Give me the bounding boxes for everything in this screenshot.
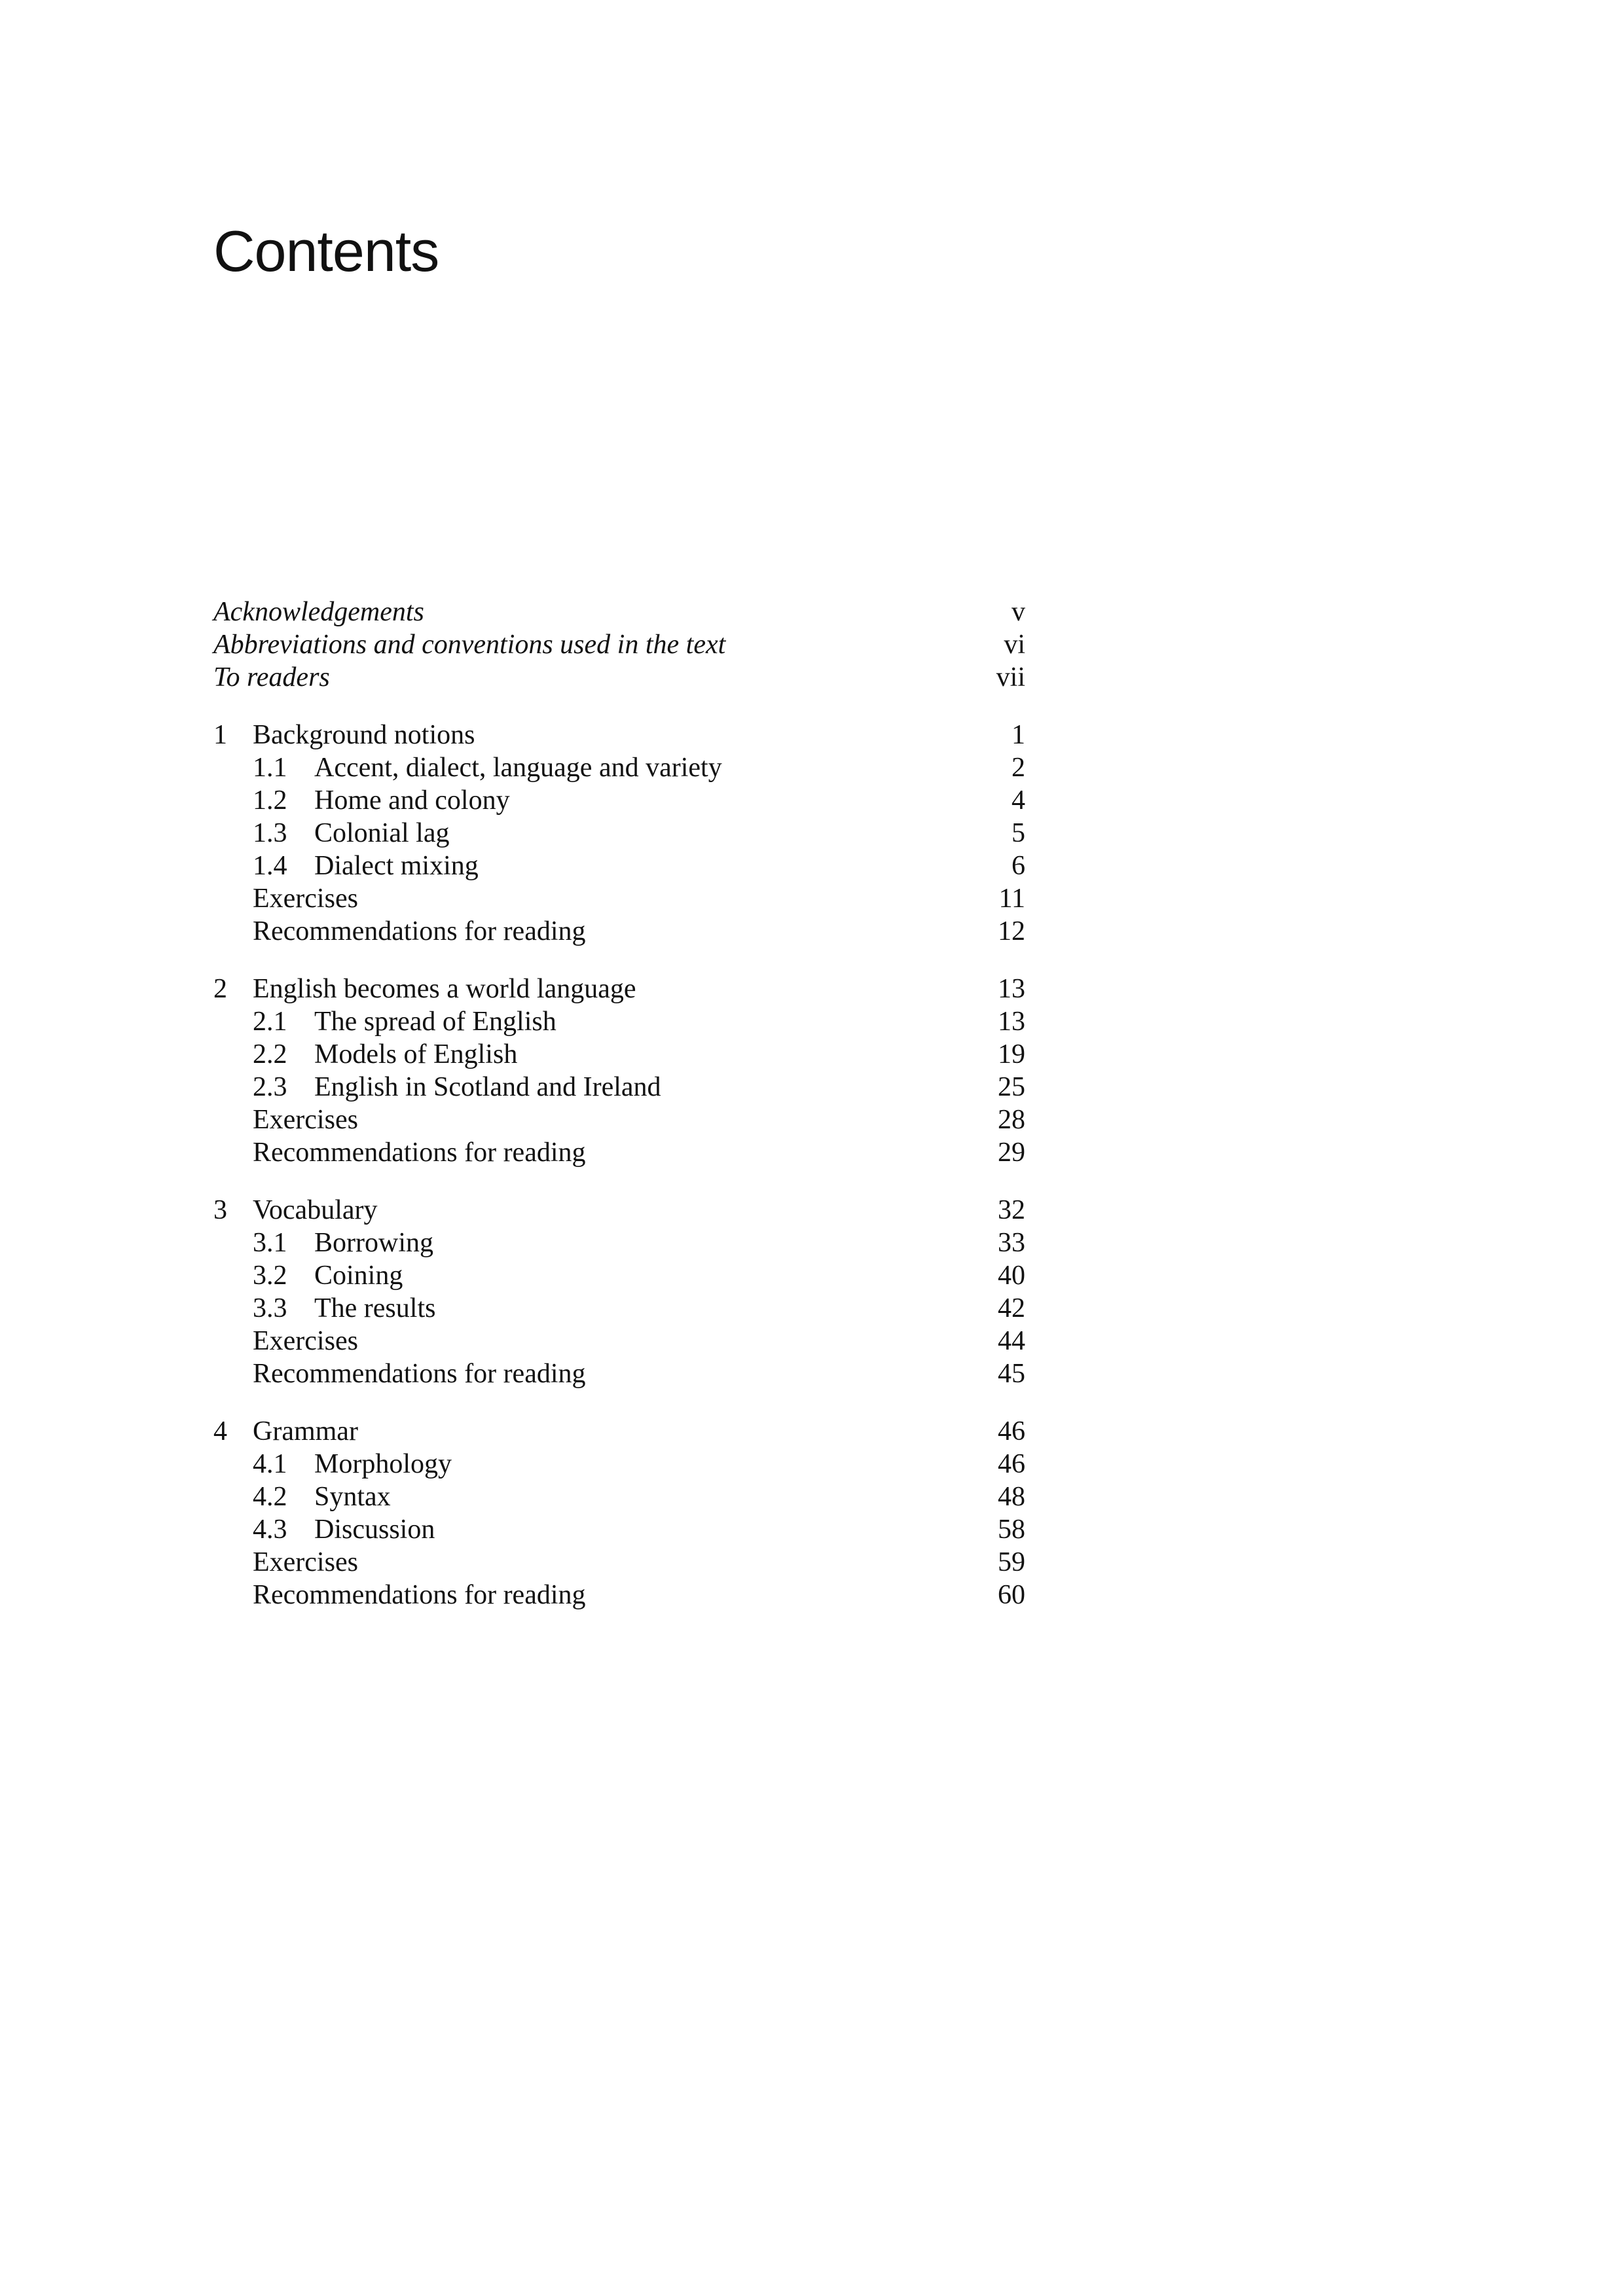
section-1-2-entry[interactable]: [213, 784, 1025, 817]
section-page: 19: [998, 1039, 1025, 1069]
section-page: 2: [1012, 753, 1025, 783]
chapter-2-entry[interactable]: [213, 973, 1025, 1005]
section-title: Syntax: [314, 1482, 391, 1512]
section-2-3-entry[interactable]: [213, 1071, 1025, 1103]
section-1-3-entry[interactable]: [213, 817, 1025, 850]
exercises-title: Exercises: [253, 1326, 358, 1356]
chapter-1-reading-entry[interactable]: [213, 915, 1025, 948]
section-number: 1.2: [253, 785, 287, 816]
toc-entry-title: Acknowledgements: [213, 597, 424, 627]
chapter-page: 32: [998, 1195, 1025, 1225]
section-3-1-entry[interactable]: [213, 1227, 1025, 1259]
chapter-page: 1: [1012, 720, 1025, 750]
section-4-1-entry[interactable]: [213, 1448, 1025, 1480]
chapter-2-group: [213, 973, 1025, 1169]
section-page: 6: [1012, 851, 1025, 881]
chapter-3-reading-entry[interactable]: [213, 1357, 1025, 1390]
reading-page: 29: [998, 1138, 1025, 1168]
chapter-title: English becomes a world language: [253, 974, 636, 1004]
section-title: Coining: [314, 1261, 403, 1291]
section-title: Colonial lag: [314, 818, 450, 848]
chapter-title: Grammar: [253, 1416, 358, 1446]
chapter-number: 1: [213, 720, 227, 750]
section-title: Discussion: [314, 1515, 435, 1545]
exercises-page: 28: [998, 1105, 1025, 1135]
section-page: 33: [998, 1228, 1025, 1258]
section-number: 4.3: [253, 1515, 287, 1545]
section-page: 25: [998, 1072, 1025, 1102]
section-number: 3.1: [253, 1228, 287, 1258]
exercises-page: 11: [998, 884, 1025, 914]
exercises-title: Exercises: [253, 1105, 358, 1135]
section-4-3-entry[interactable]: [213, 1513, 1025, 1546]
section-page: 48: [998, 1482, 1025, 1512]
section-title: English in Scotland and Ireland: [314, 1072, 661, 1102]
section-number: 1.4: [253, 851, 287, 881]
exercises-title: Exercises: [253, 884, 358, 914]
toc-entry-acknowledgements[interactable]: [213, 596, 1025, 628]
section-page: 5: [1012, 818, 1025, 848]
section-1-4-entry[interactable]: [213, 850, 1025, 882]
section-number: 1.1: [253, 753, 287, 783]
section-number: 2.1: [253, 1007, 287, 1037]
reading-title: Recommendations for reading: [253, 916, 586, 946]
section-page: 13: [998, 1007, 1025, 1037]
exercises-title: Exercises: [253, 1547, 358, 1577]
chapter-1-group: [213, 719, 1025, 948]
section-number: 3.2: [253, 1261, 287, 1291]
section-number: 4.2: [253, 1482, 287, 1512]
chapter-4-exercises-entry[interactable]: [213, 1546, 1025, 1579]
section-page: 40: [998, 1261, 1025, 1291]
toc-entry-page: v: [1012, 597, 1025, 627]
section-2-2-entry[interactable]: [213, 1038, 1025, 1071]
section-number: 2.2: [253, 1039, 287, 1069]
chapter-title: Vocabulary: [253, 1195, 378, 1225]
chapter-page: 13: [998, 974, 1025, 1004]
page-title: Contents: [213, 219, 439, 283]
chapter-number: 2: [213, 974, 227, 1004]
chapter-page: 46: [998, 1416, 1025, 1446]
table-of-contents: [213, 596, 1025, 1611]
toc-entry-abbreviations[interactable]: [213, 628, 1025, 661]
section-4-2-entry[interactable]: [213, 1480, 1025, 1513]
toc-entry-page: vi: [1004, 630, 1025, 660]
section-page: 58: [998, 1515, 1025, 1545]
chapter-number: 3: [213, 1195, 227, 1225]
section-title: Accent, dialect, language and variety: [314, 753, 722, 783]
section-title: Dialect mixing: [314, 851, 479, 881]
reading-title: Recommendations for reading: [253, 1580, 586, 1610]
section-page: 42: [998, 1293, 1025, 1323]
section-title: The spread of English: [314, 1007, 556, 1037]
section-title: Morphology: [314, 1449, 452, 1479]
section-title: Models of English: [314, 1039, 518, 1069]
section-1-1-entry[interactable]: [213, 751, 1025, 784]
reading-page: 12: [998, 916, 1025, 946]
chapter-2-exercises-entry[interactable]: [213, 1103, 1025, 1136]
reading-title: Recommendations for reading: [253, 1359, 586, 1389]
reading-title: Recommendations for reading: [253, 1138, 586, 1168]
section-title: Home and colony: [314, 785, 510, 816]
exercises-page: 59: [998, 1547, 1025, 1577]
section-number: 2.3: [253, 1072, 287, 1102]
exercises-page: 44: [998, 1326, 1025, 1356]
section-number: 3.3: [253, 1293, 287, 1323]
section-number: 4.1: [253, 1449, 287, 1479]
chapter-2-reading-entry[interactable]: [213, 1136, 1025, 1169]
chapter-4-entry[interactable]: [213, 1415, 1025, 1448]
reading-page: 60: [998, 1580, 1025, 1610]
toc-entry-title: Abbreviations and conventions used in the text: [213, 630, 726, 660]
toc-entry-to-readers[interactable]: [213, 661, 1025, 694]
reading-page: 45: [998, 1359, 1025, 1389]
section-title: Borrowing: [314, 1228, 433, 1258]
section-page: 46: [998, 1449, 1025, 1479]
chapter-title: Background notions: [253, 720, 475, 750]
section-3-3-entry[interactable]: [213, 1292, 1025, 1325]
front-matter-group: [213, 596, 1025, 694]
section-2-1-entry[interactable]: [213, 1005, 1025, 1038]
chapter-3-exercises-entry[interactable]: [213, 1325, 1025, 1357]
section-page: 4: [1012, 785, 1025, 816]
section-3-2-entry[interactable]: [213, 1259, 1025, 1292]
chapter-1-entry[interactable]: [213, 719, 1025, 751]
section-title: The results: [314, 1293, 436, 1323]
section-number: 1.3: [253, 818, 287, 848]
chapter-4-reading-entry[interactable]: [213, 1579, 1025, 1611]
toc-entry-title: To readers: [213, 662, 330, 692]
chapter-number: 4: [213, 1416, 227, 1446]
chapter-1-exercises-entry[interactable]: [213, 882, 1025, 915]
chapter-3-entry[interactable]: [213, 1194, 1025, 1227]
chapter-4-group: [213, 1415, 1025, 1611]
toc-entry-page: vii: [996, 662, 1025, 692]
chapter-3-group: [213, 1194, 1025, 1390]
